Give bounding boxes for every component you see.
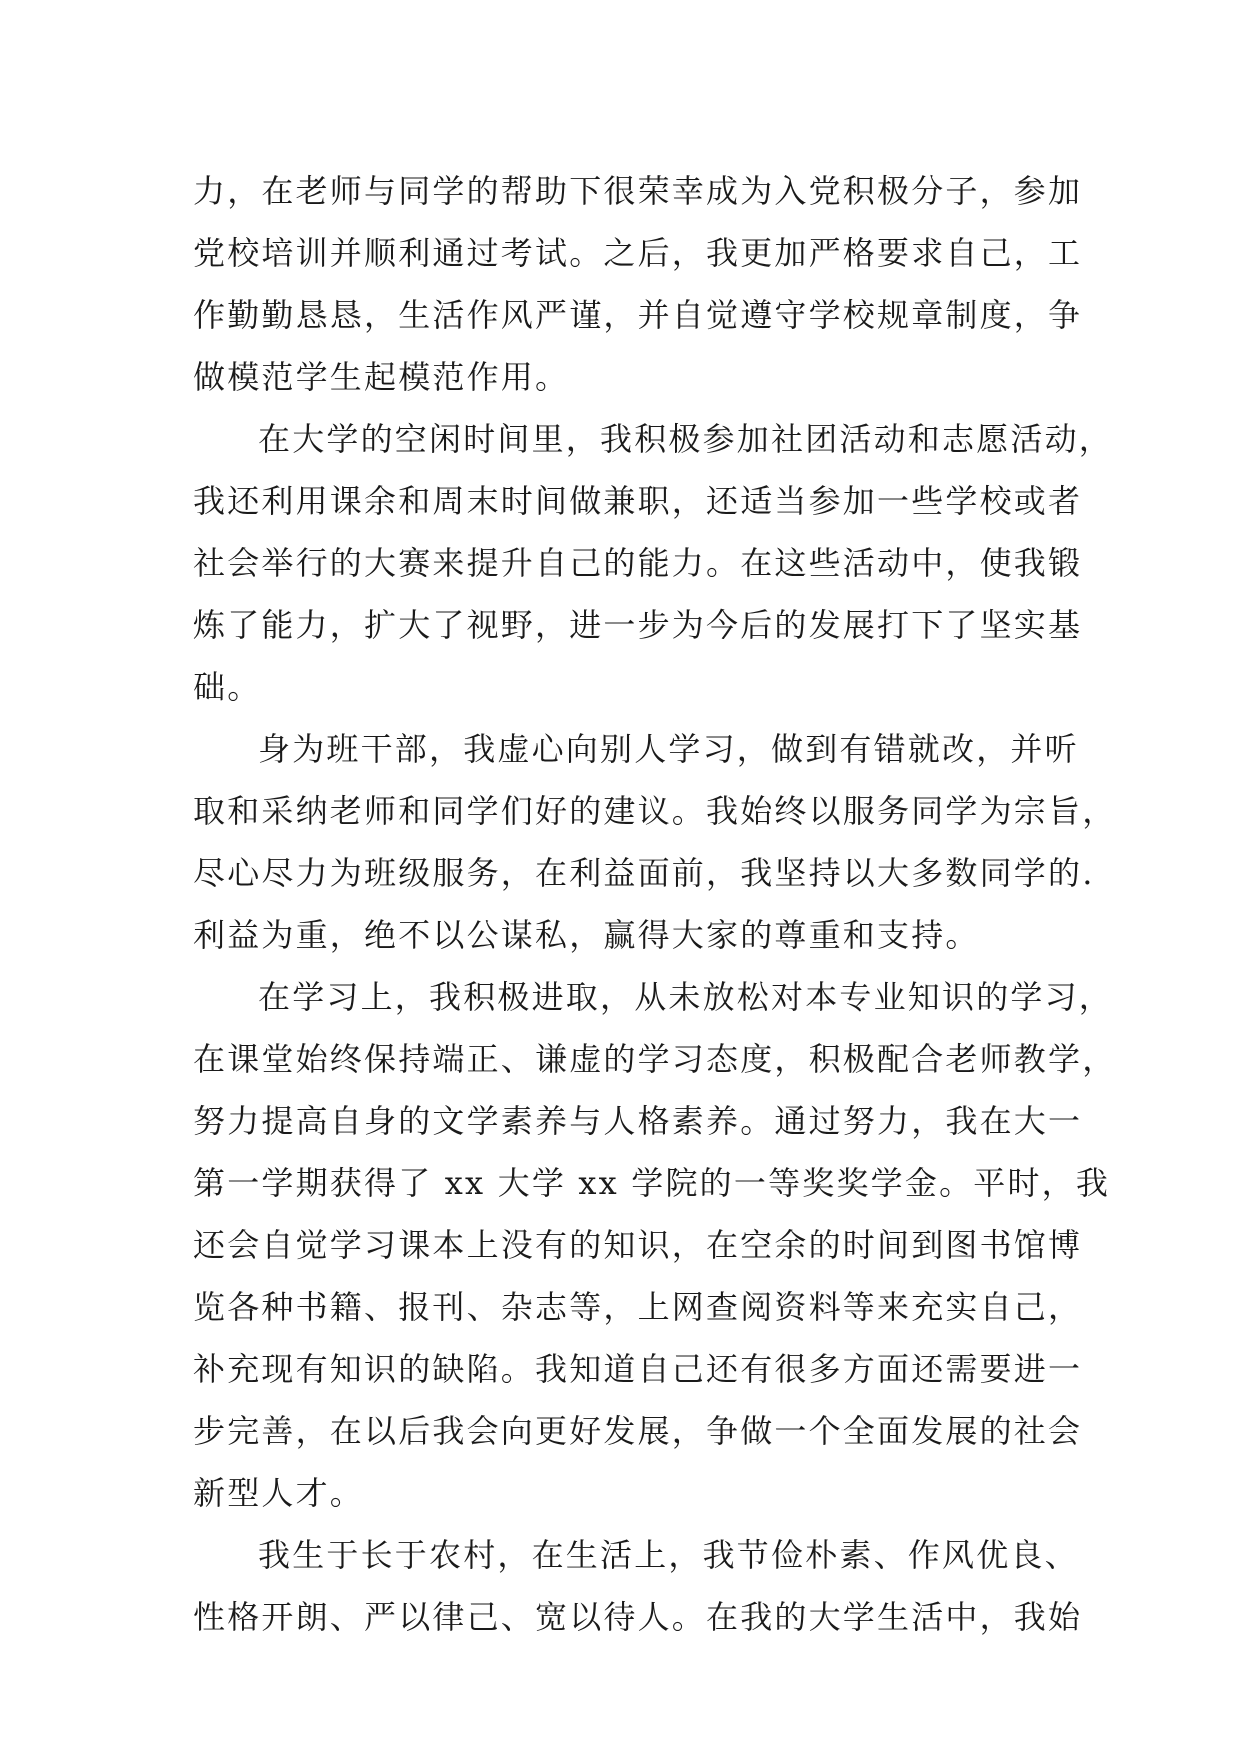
text-line: 在课堂始终保持端正、谦虚的学习态度，积极配合老师教学， (193, 1040, 1117, 1078)
body-text (193, 160, 1117, 1648)
text-line: 力，在老师与同学的帮助下很荣幸成为入党积极分子，参加 (193, 172, 1083, 210)
text-line: 炼了能力，扩大了视野，进一步为今后的发展打下了坚实基 (193, 606, 1083, 644)
text-line: 身为班干部，我虚心向别人学习，做到有错就改，并听 (258, 730, 1079, 768)
text-line: 补充现有知识的缺陷。我知道自己还有很多方面还需要进一 (193, 1350, 1083, 1388)
text-line: 社会举行的大赛来提升自己的能力。在这些活动中，使我锻 (193, 544, 1083, 582)
text-line: 在学习上，我积极进取，从未放松对本专业知识的学习， (258, 978, 1114, 1016)
text-line: 础。 (193, 668, 262, 706)
paragraph-life (193, 1524, 1083, 1648)
text-line: 利益为重，绝不以公谋私，赢得大家的尊重和支持。 (193, 916, 980, 954)
text-line: 取和采纳老师和同学们好的建议。我始终以服务同学为宗旨， (193, 792, 1117, 830)
text-line: 作勤勤恳恳，生活作风严谨，并自觉遵守学校规章制度，争 (193, 296, 1083, 334)
paragraph-class-cadre (193, 718, 1117, 966)
paragraph-activities (193, 408, 1114, 718)
text-line: 第一学期获得了 xx 大学 xx 学院的一等奖奖学金。平时，我 (193, 1164, 1111, 1202)
text-line: 览各种书籍、报刊、杂志等，上网查阅资料等来充实自己， (193, 1288, 1083, 1326)
text-line: 尽心尽力为班级服务，在利益面前，我坚持以大多数同学的. (193, 854, 1095, 892)
text-line: 努力提高自身的文学素养与人格素养。通过努力，我在大一 (193, 1102, 1083, 1140)
text-line: 党校培训并顺利通过考试。之后，我更加严格要求自己，工 (193, 234, 1083, 272)
paragraph-study (193, 966, 1117, 1524)
text-line: 我生于长于农村，在生活上，我节俭朴素、作风优良、 (258, 1536, 1079, 1574)
paragraph-party-activist (193, 160, 1083, 408)
text-line: 新型人才。 (193, 1474, 365, 1512)
text-line: 做模范学生起模范作用。 (193, 358, 570, 396)
text-line: 性格开朗、严以律己、宽以待人。在我的大学生活中，我始 (193, 1598, 1083, 1636)
text-line: 还会自觉学习课本上没有的知识，在空余的时间到图书馆博 (193, 1226, 1083, 1264)
text-line: 我还利用课余和周末时间做兼职，还适当参加一些学校或者 (193, 482, 1083, 520)
text-line: 步完善，在以后我会向更好发展，争做一个全面发展的社会 (193, 1412, 1083, 1450)
text-line: 在大学的空闲时间里，我积极参加社团活动和志愿活动， (258, 420, 1114, 458)
